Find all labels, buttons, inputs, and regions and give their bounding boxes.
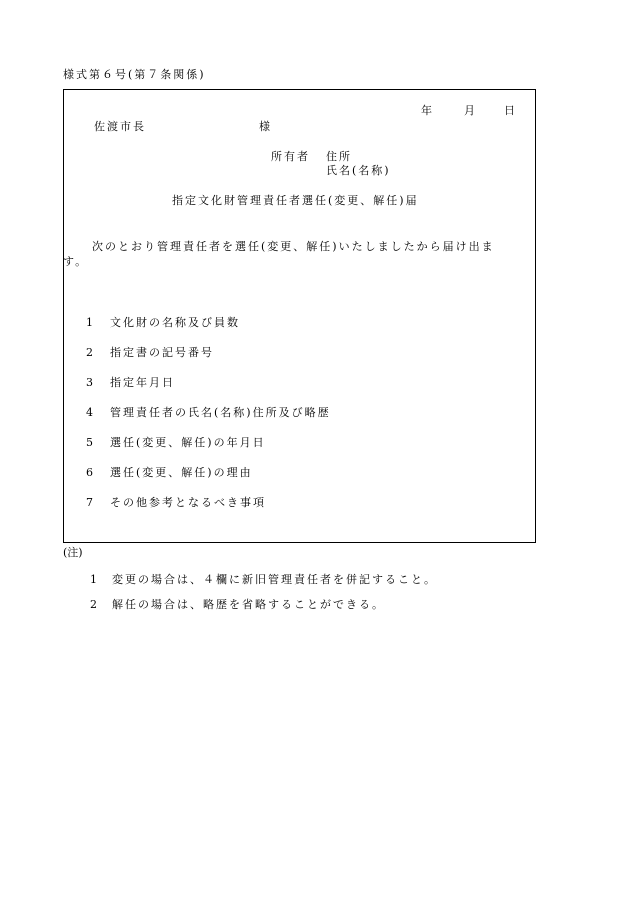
date-year-label: 年: [421, 104, 432, 117]
owner-label: 所有者: [271, 150, 310, 163]
item-text: 指定年月日: [110, 376, 175, 389]
item-text: その他参考となるべき事項: [110, 496, 266, 509]
item-text: 文化財の名称及び員数: [110, 316, 240, 329]
note-number: 1: [90, 573, 97, 586]
document-title: 指定文化財管理責任者選任(変更、解任)届: [172, 194, 419, 207]
item-number: 5: [86, 436, 93, 449]
owner-name-label: 氏名(名称): [326, 164, 391, 177]
note-number: 2: [90, 598, 97, 611]
item-text: 選任(変更、解任)の年月日: [110, 436, 266, 449]
item-text: 指定書の記号番号: [110, 346, 214, 359]
notes-heading: (注): [63, 546, 83, 559]
note-text: 解任の場合は、略歴を省略することができる。: [112, 598, 385, 611]
date-day-label: 日: [504, 104, 515, 117]
date-month-label: 月: [464, 104, 475, 117]
form-number: 様式第６号(第７条関係): [63, 68, 206, 81]
item-text: 選任(変更、解任)の理由: [110, 466, 253, 479]
owner-address-label: 住所: [326, 150, 352, 163]
item-number: 6: [86, 466, 93, 479]
note-text: 変更の場合は、４欄に新旧管理責任者を併記すること。: [112, 573, 437, 586]
item-number: 3: [86, 376, 93, 389]
item-number: 7: [86, 496, 93, 509]
item-number: 1: [86, 316, 93, 329]
body-text-line2: す。: [63, 255, 89, 268]
addressee-name: 佐渡市長: [94, 120, 146, 133]
item-text: 管理責任者の氏名(名称)住所及び略歴: [110, 406, 331, 419]
addressee-honorific: 様: [259, 120, 270, 133]
item-number: 2: [86, 346, 93, 359]
item-number: 4: [86, 406, 93, 419]
body-text-line1: 次のとおり管理責任者を選任(変更、解任)いたしましたから届け出ま: [92, 240, 495, 253]
